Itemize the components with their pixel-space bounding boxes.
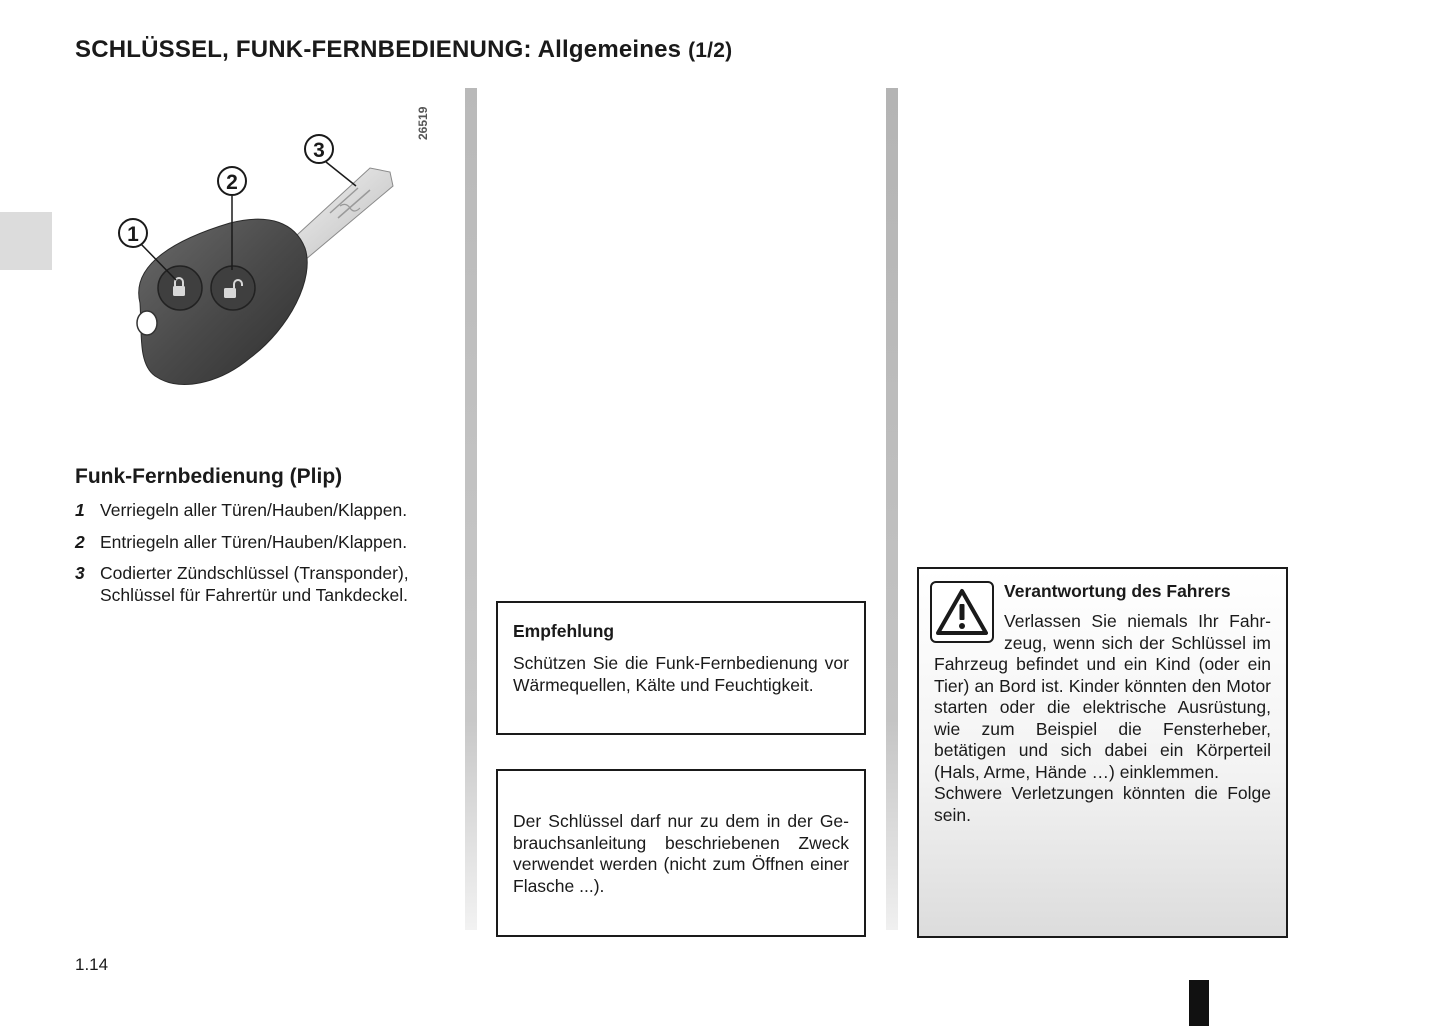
- plip-section-heading: Funk-Fernbedienung (Plip): [75, 465, 343, 488]
- warning-triangle-icon: [930, 581, 994, 643]
- page-title-part: (1/2): [688, 39, 733, 62]
- legend-text: Verriegeln aller Türen/Hauben/Klappen.: [100, 500, 408, 520]
- page-number: 1.14: [75, 955, 109, 974]
- recommendation-text: Schützen Sie die Funk-Fernbedienung vor Wärmequellen, Kälte und Feuchtigkeit.: [513, 653, 849, 695]
- callout-3-label: 3: [313, 139, 325, 162]
- callout-1: [119, 219, 147, 247]
- legend-text: Codierter Zündschlüssel (Transponder), Schlüssel für Fahrertür und Tankdeckel.: [100, 563, 409, 605]
- recommendation-title: Empfehlung: [513, 621, 615, 641]
- legend-number: 1: [75, 500, 85, 520]
- legend-list: [75, 500, 455, 616]
- usage-note-box: [496, 769, 866, 937]
- callout-2: [218, 167, 246, 195]
- legend-item: [75, 500, 455, 522]
- legend-number: 3: [75, 563, 85, 583]
- page-title-main: SCHLÜSSEL, FUNK-FERNBEDIENUNG: Allgemeines: [75, 36, 682, 63]
- legend-text: Entriegeln aller Türen/Hauben/Klappen.: [100, 531, 408, 552]
- page-title: [75, 36, 732, 64]
- column-divider-left: [465, 88, 477, 930]
- unlock-button: [211, 266, 255, 310]
- callout-3: [305, 135, 333, 163]
- warning-text-consequence: Schwere Verletzungen könnten die Folge sein.: [934, 783, 1271, 825]
- legend-number: 2: [75, 531, 85, 552]
- column-divider-right: [886, 88, 898, 930]
- legend-item: [75, 563, 455, 606]
- warning-text: [934, 611, 1271, 826]
- lock-button: [158, 266, 202, 310]
- figure-image-id: 26519: [416, 106, 430, 140]
- callout-2-label: 2: [226, 171, 238, 194]
- warning-box: [917, 567, 1288, 938]
- warning-title: Verantwortung des Fahrers: [1004, 581, 1231, 601]
- chapter-tab: [0, 212, 52, 270]
- print-edge-mark: [1189, 980, 1209, 1026]
- usage-note-text: Der Schlüssel darf nur zu dem in der Gebrauchsanleitung beschriebenen Zweck verwendet werden (nicht zum Öffnen einer Flasche ...).: [513, 811, 849, 896]
- warning-text-main: Verlassen Sie niemals Ihr Fahrzeug, wenn sich der Schlüssel im Fahrzeug befindet und ein Kind (oder ein Tier) an Bord ist. Kinder könnten den Motor starten oder die elektrische Ausrüstung, wie zum Beispiel die Fensterheber, betätigen und sich dabei ein Körperteil (Hals, Arme, Hände …) einklemmen.: [934, 611, 1271, 782]
- callout-1-label: 1: [127, 223, 139, 246]
- remote-key-illustration: [100, 128, 410, 408]
- legend-item: [75, 532, 455, 554]
- recommendation-box: [496, 601, 866, 735]
